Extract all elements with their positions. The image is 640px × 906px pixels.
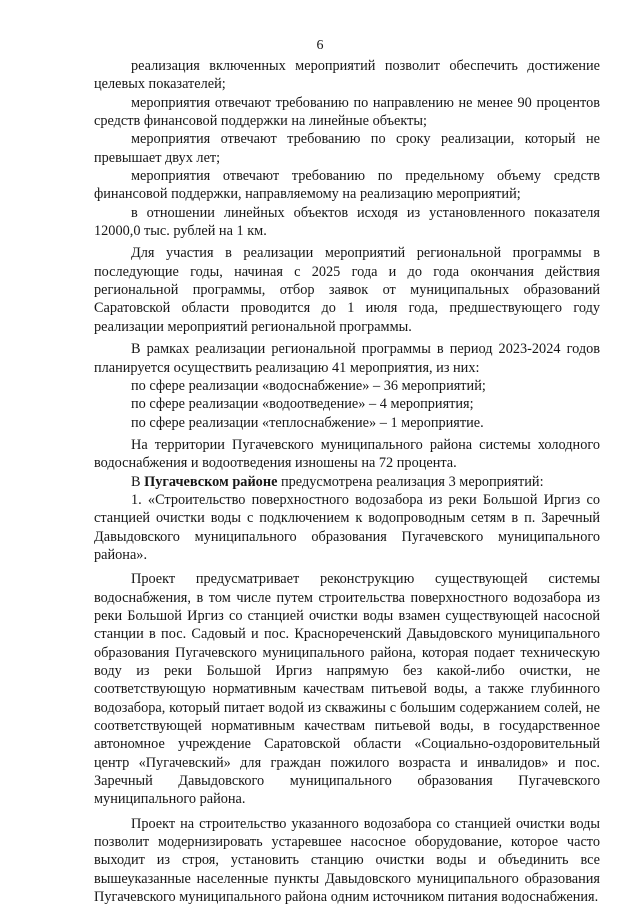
paragraph-district-measures bbox=[94, 473, 600, 491]
paragraph-wear-level: На территории Пугачевского муниципального района системы холодного водоснабжения и водоотведения изношены на 72 процента. bbox=[94, 436, 600, 472]
paragraph-goal-achievement: реализация включенных мероприятий позволит обеспечить достижение целевых показателей; bbox=[94, 58, 600, 93]
paragraph-project-description: Проект предусматривает реконструкцию существующей системы водоснабжения, в том числе путем строительства поверхностного водозабора из реки Большой Иргиз со станцией очистки воды взамен существующей насосной станции в пос. Садовый и пос. Краснореченский Давыдовского муниципального образования Пугачевского муниципального района, которая подает техническую воду из реки Большой Иргиз напрямую без какой-либо очистки, не соответствующую нормативным качествам питьевой воды, а также глубинного водозабора, который питает водой из скважины с большим содержанием солей, не соответствующей нормативным качествам питьевой воды, в государственное автономное учреждение Саратовской области «Социально-оздоровительный центр «Пугачевский» для граждан пожилого возраста и инвалидов» и пос. Заречный Давыдовского муниципального образования Пугачевского муниципального района. bbox=[94, 571, 600, 808]
paragraph-participation-rules: Для участия в реализации мероприятий региональной программы в последующие годы, начиная с 2025 года и до года окончания действия региональной программы, отбор заявок от муниципальных образований Саратовской области проводится до 1 июля года, предшествующего году реализации мероприятий региональной программы. bbox=[94, 245, 600, 335]
paragraph-planned-measures: В рамках реализации региональной программы в период 2023-2024 годов планируется осуществить реализацию 41 мероприятия, из них: bbox=[94, 341, 600, 376]
district-name: Пугачевском районе bbox=[144, 473, 278, 490]
page-number: 6 bbox=[316, 38, 324, 53]
district-prefix: В bbox=[131, 473, 145, 490]
list-item-water-supply: по сфере реализации «водоснабжение» – 36 мероприятий; bbox=[131, 377, 486, 394]
list-item-heat-supply: по сфере реализации «теплоснабжение» – 1 мероприятие. bbox=[131, 414, 484, 431]
document-body bbox=[94, 57, 600, 906]
paragraph-project-benefits: Проект на строительство указанного водозабора со станцией очистки воды позволит модернизировать устаревшее насосное оборудование, которое часто выходит из строя, установить станцию очистки воды и объединить все вышеуказанные населенные пункты Давыдовского муниципального образования Пугачевского муниципального района одним источником питания водоснабжения. bbox=[94, 815, 600, 906]
paragraph-linear-objects-share: мероприятия отвечают требованию по направлению не менее 90 процентов средств финансовой поддержки на линейные объекты; bbox=[94, 94, 600, 130]
paragraph-support-limit: мероприятия отвечают требованию по предельному объему средств финансовой поддержки, направляемому на реализацию мероприятий; bbox=[94, 168, 600, 203]
paragraph-measure-1-title: 1. «Строительство поверхностного водозабора из реки Большой Иргиз со станцией очистки воды с подключением к водопроводным сетям в п. Заречный Давыдовского муниципального образования Пугачевского муниципального района». bbox=[94, 491, 600, 563]
district-suffix: предусмотрена реализация 3 мероприятий: bbox=[277, 473, 544, 490]
paragraph-implementation-term: мероприятия отвечают требованию по сроку реализации, который не превышает двух лет; bbox=[94, 131, 600, 166]
list-item-water-disposal: по сфере реализации «водоотведение» – 4 мероприятия; bbox=[131, 396, 474, 413]
paragraph-cost-per-km: в отношении линейных объектов исходя из установленного показателя 12000,0 тыс. рублей на 1 км. bbox=[94, 204, 600, 240]
